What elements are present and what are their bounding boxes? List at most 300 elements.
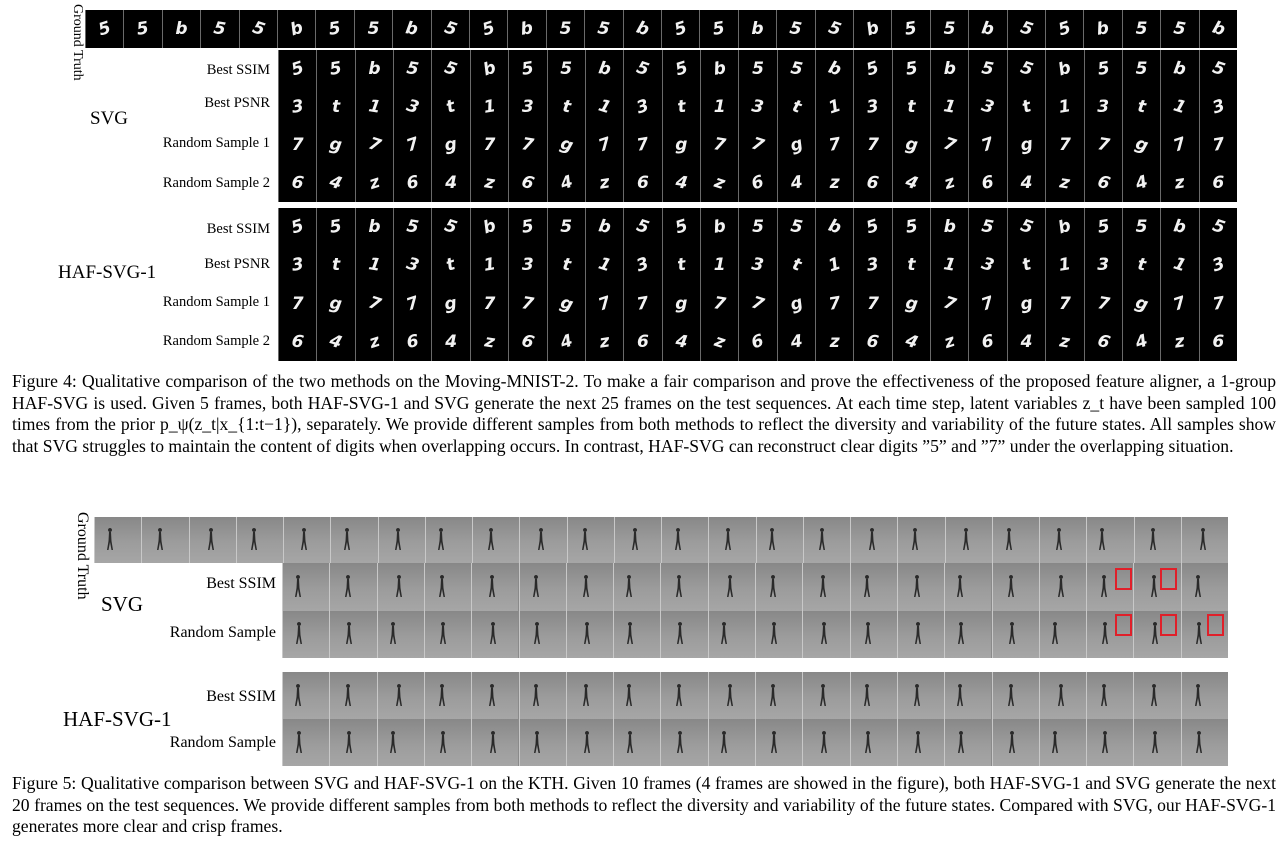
video-frame bbox=[968, 208, 1006, 246]
video-frame bbox=[508, 50, 546, 88]
digit-sprite: b bbox=[712, 58, 728, 80]
person-silhouette bbox=[674, 575, 684, 599]
person-silhouette bbox=[394, 684, 404, 708]
video-frame bbox=[431, 88, 469, 126]
digit-sprite: g bbox=[903, 292, 920, 315]
video-frame bbox=[1007, 126, 1045, 164]
video-frame bbox=[1039, 563, 1086, 611]
video-frame bbox=[1086, 517, 1133, 563]
video-frame bbox=[1160, 323, 1198, 361]
digit-sprite: 5 bbox=[479, 17, 498, 41]
video-frame bbox=[278, 50, 316, 88]
video-frame bbox=[930, 164, 968, 202]
video-frame bbox=[755, 611, 802, 659]
video-frame bbox=[930, 246, 968, 284]
person-silhouette bbox=[956, 622, 966, 646]
digit-sprite: b bbox=[1172, 216, 1188, 238]
video-frame bbox=[1045, 323, 1083, 361]
person-silhouette bbox=[394, 575, 404, 599]
video-frame bbox=[282, 611, 329, 659]
video-frame bbox=[738, 164, 776, 202]
person-silhouette bbox=[625, 622, 635, 646]
person-silhouette bbox=[532, 731, 542, 755]
person-silhouette bbox=[531, 684, 541, 708]
digit-sprite: 5 bbox=[1017, 17, 1036, 41]
digit-sprite: 7 bbox=[827, 292, 843, 315]
video-frame bbox=[930, 126, 968, 164]
video-frame bbox=[316, 126, 354, 164]
video-frame bbox=[777, 208, 815, 246]
video-frame bbox=[393, 323, 431, 361]
video-frame bbox=[393, 208, 431, 246]
digit-sprite: 3 bbox=[979, 254, 997, 277]
digit-sprite: g bbox=[787, 133, 806, 157]
video-frame bbox=[471, 719, 518, 766]
video-frame bbox=[519, 563, 566, 611]
person-silhouette bbox=[723, 528, 733, 552]
video-frame bbox=[892, 50, 930, 88]
person-silhouette bbox=[1194, 731, 1204, 755]
video-frame bbox=[1199, 50, 1237, 88]
digit-sprite: 6 bbox=[865, 331, 881, 353]
video-frame bbox=[585, 50, 623, 88]
digit-sprite: 7 bbox=[483, 135, 496, 155]
video-frame bbox=[1039, 611, 1086, 659]
video-frame bbox=[425, 517, 472, 563]
video-frame bbox=[585, 323, 623, 361]
person-silhouette bbox=[1007, 731, 1017, 755]
person-silhouette bbox=[768, 575, 778, 599]
digit-sprite: b bbox=[1209, 17, 1228, 41]
fig5-caption bbox=[12, 773, 1276, 838]
video-frame bbox=[470, 285, 508, 323]
video-frame bbox=[1181, 672, 1228, 719]
video-frame bbox=[992, 672, 1039, 719]
digit-sprite: 5 bbox=[95, 17, 114, 41]
video-frame bbox=[547, 164, 585, 202]
video-frame bbox=[708, 563, 755, 611]
digit-sprite: t bbox=[789, 96, 804, 118]
video-frame bbox=[1084, 88, 1122, 126]
video-frame bbox=[755, 672, 802, 719]
video-frame bbox=[1045, 285, 1083, 323]
digit-sprite: b bbox=[1172, 58, 1188, 80]
person-silhouette bbox=[1149, 684, 1159, 708]
video-frame bbox=[1039, 672, 1086, 719]
video-frame bbox=[1007, 285, 1045, 323]
person-silhouette bbox=[624, 575, 634, 599]
digit-sprite: 5 bbox=[980, 216, 996, 238]
digit-sprite: b bbox=[943, 217, 956, 238]
digit-sprite: 6 bbox=[636, 331, 649, 352]
video-frame bbox=[992, 517, 1039, 563]
digit-sprite: 5 bbox=[1172, 18, 1188, 40]
person-silhouette bbox=[388, 622, 398, 646]
digit-sprite: 5 bbox=[560, 217, 573, 238]
video-frame bbox=[1122, 88, 1160, 126]
video-frame bbox=[660, 563, 707, 611]
video-frame bbox=[944, 672, 991, 719]
digit-sprite: g bbox=[328, 134, 344, 156]
video-frame bbox=[1122, 50, 1160, 88]
video-frame bbox=[1045, 208, 1083, 246]
video-frame bbox=[968, 246, 1006, 284]
digit-sprite: 1 bbox=[595, 95, 614, 119]
digit-sprite: z bbox=[366, 330, 383, 353]
person-silhouette bbox=[1054, 528, 1064, 552]
video-frame bbox=[1084, 323, 1122, 361]
digit-sprite: z bbox=[1058, 172, 1072, 194]
video-frame bbox=[700, 208, 738, 246]
video-frame bbox=[897, 672, 944, 719]
digit-sprite: 7 bbox=[1171, 292, 1189, 315]
digit-sprite: 7 bbox=[941, 292, 959, 315]
digit-sprite: 1 bbox=[825, 254, 844, 277]
video-frame bbox=[623, 285, 661, 323]
video-frame bbox=[891, 10, 929, 48]
video-frame bbox=[472, 517, 519, 563]
video-frame bbox=[547, 285, 585, 323]
video-frame bbox=[662, 246, 700, 284]
video-frame bbox=[700, 323, 738, 361]
video-frame bbox=[777, 285, 815, 323]
video-frame bbox=[1045, 50, 1083, 88]
video-frame bbox=[278, 208, 316, 246]
digit-sprite: b bbox=[863, 17, 882, 41]
video-frame bbox=[892, 285, 930, 323]
digit-sprite: 4 bbox=[673, 172, 689, 194]
person-silhouette bbox=[293, 684, 303, 708]
video-frame bbox=[944, 563, 991, 611]
digit-sprite: t bbox=[560, 254, 572, 276]
video-frame bbox=[1007, 208, 1045, 246]
video-frame bbox=[623, 10, 661, 48]
digit-sprite: 3 bbox=[1097, 97, 1110, 117]
digit-sprite: z bbox=[711, 171, 728, 195]
person-silhouette bbox=[344, 731, 354, 755]
digit-sprite: 5 bbox=[1135, 59, 1148, 79]
video-frame bbox=[992, 563, 1039, 611]
digit-sprite: 6 bbox=[1094, 171, 1112, 195]
digit-sprite: 3 bbox=[865, 254, 881, 277]
video-frame bbox=[189, 517, 236, 563]
fig4-row-label: Best SSIM bbox=[206, 62, 270, 78]
video-frame bbox=[815, 126, 853, 164]
digit-sprite: 5 bbox=[249, 17, 268, 41]
video-frame bbox=[277, 10, 315, 48]
digit-sprite: 4 bbox=[327, 171, 345, 195]
digit-sprite: b bbox=[1055, 215, 1074, 239]
highlight-box bbox=[1207, 614, 1224, 636]
person-silhouette bbox=[437, 575, 447, 599]
digit-sprite: b bbox=[825, 57, 844, 81]
digit-sprite: 1 bbox=[713, 97, 726, 117]
digit-sprite: 5 bbox=[559, 19, 572, 39]
video-frame bbox=[700, 88, 738, 126]
person-silhouette bbox=[675, 731, 685, 755]
digit-sprite: z bbox=[711, 330, 728, 353]
digit-sprite: 6 bbox=[749, 171, 767, 195]
video-frame bbox=[662, 88, 700, 126]
digit-sprite: 7 bbox=[483, 293, 496, 314]
video-frame bbox=[470, 246, 508, 284]
video-frame bbox=[1160, 285, 1198, 323]
digit-sprite: 4 bbox=[327, 330, 345, 354]
video-frame bbox=[968, 285, 1006, 323]
video-frame bbox=[508, 285, 546, 323]
video-frame bbox=[431, 323, 469, 361]
person-silhouette bbox=[488, 731, 498, 755]
highlight-box bbox=[1160, 568, 1177, 590]
video-frame bbox=[585, 246, 623, 284]
digit-sprite: z bbox=[598, 172, 612, 194]
digit-sprite: 5 bbox=[405, 216, 421, 238]
person-silhouette bbox=[294, 731, 304, 755]
person-silhouette bbox=[767, 528, 777, 552]
video-frame bbox=[992, 611, 1039, 659]
person-silhouette bbox=[819, 731, 829, 755]
digit-sprite: 5 bbox=[327, 18, 343, 40]
video-frame bbox=[316, 88, 354, 126]
video-frame bbox=[1084, 246, 1122, 284]
video-frame bbox=[930, 323, 968, 361]
video-frame bbox=[992, 719, 1039, 766]
person-silhouette bbox=[955, 684, 965, 708]
video-frame bbox=[316, 50, 354, 88]
digit-sprite: 5 bbox=[442, 57, 460, 81]
fig5-row-label: Random Sample bbox=[169, 734, 276, 751]
video-frame bbox=[315, 10, 353, 48]
digit-sprite: b bbox=[712, 216, 728, 238]
digit-sprite: 1 bbox=[366, 254, 382, 277]
video-frame bbox=[1084, 164, 1122, 202]
video-frame bbox=[1045, 10, 1083, 48]
video-frame bbox=[424, 611, 471, 659]
person-silhouette bbox=[910, 528, 920, 552]
video-frame bbox=[585, 126, 623, 164]
video-frame bbox=[945, 517, 992, 563]
video-frame bbox=[507, 10, 545, 48]
video-frame bbox=[623, 246, 661, 284]
video-frame bbox=[892, 126, 930, 164]
person-silhouette bbox=[343, 575, 353, 599]
person-silhouette bbox=[343, 684, 353, 708]
video-frame bbox=[1133, 672, 1180, 719]
video-frame bbox=[508, 246, 546, 284]
video-frame bbox=[393, 50, 431, 88]
video-frame bbox=[424, 563, 471, 611]
digit-sprite: 4 bbox=[788, 172, 804, 194]
digit-sprite: 5 bbox=[904, 216, 919, 238]
person-silhouette bbox=[1100, 622, 1110, 646]
video-frame bbox=[1199, 208, 1237, 246]
person-silhouette bbox=[293, 575, 303, 599]
video-frame bbox=[815, 323, 853, 361]
video-frame bbox=[585, 285, 623, 323]
digit-sprite: 7 bbox=[712, 134, 728, 156]
person-silhouette bbox=[624, 684, 634, 708]
video-frame bbox=[1039, 517, 1086, 563]
video-frame bbox=[1122, 246, 1160, 284]
person-silhouette bbox=[438, 731, 448, 755]
digit-sprite: 5 bbox=[711, 18, 727, 40]
digit-sprite: 3 bbox=[750, 96, 766, 118]
digit-sprite: z bbox=[829, 173, 840, 193]
person-silhouette bbox=[913, 731, 923, 755]
digit-sprite: g bbox=[443, 134, 459, 156]
digit-sprite: 5 bbox=[904, 58, 919, 80]
video-frame bbox=[1084, 126, 1122, 164]
person-silhouette bbox=[532, 622, 542, 646]
video-frame bbox=[278, 164, 316, 202]
digit-sprite: 7 bbox=[1095, 134, 1111, 156]
person-silhouette bbox=[863, 731, 873, 755]
video-frame bbox=[1181, 563, 1228, 611]
digit-sprite: 7 bbox=[1058, 293, 1071, 314]
video-frame bbox=[613, 672, 660, 719]
digit-sprite: 7 bbox=[404, 133, 422, 157]
video-frame bbox=[393, 164, 431, 202]
video-frame bbox=[94, 517, 141, 563]
person-silhouette bbox=[393, 528, 403, 552]
digit-sprite: g bbox=[1132, 133, 1151, 157]
video-frame bbox=[776, 10, 814, 48]
digit-sprite: 7 bbox=[635, 292, 651, 315]
person-silhouette bbox=[1056, 684, 1066, 708]
video-frame bbox=[431, 164, 469, 202]
video-frame bbox=[1160, 208, 1198, 246]
video-frame bbox=[471, 611, 518, 659]
video-frame bbox=[613, 611, 660, 659]
digit-sprite: 5 bbox=[752, 217, 764, 238]
video-frame bbox=[708, 719, 755, 766]
fig5-row-label: Random Sample bbox=[169, 624, 276, 641]
digit-sprite: z bbox=[829, 331, 840, 352]
video-frame bbox=[968, 88, 1006, 126]
video-frame bbox=[662, 208, 700, 246]
video-frame bbox=[355, 164, 393, 202]
digit-sprite: 5 bbox=[441, 17, 460, 41]
fig4-hafsvg-strip bbox=[278, 208, 1237, 361]
digit-sprite: 5 bbox=[943, 19, 956, 39]
digit-sprite: 6 bbox=[980, 172, 996, 194]
digit-sprite: b bbox=[825, 215, 844, 239]
digit-sprite: 5 bbox=[1055, 17, 1074, 41]
digit-sprite: 5 bbox=[1095, 216, 1111, 238]
digit-sprite: 5 bbox=[1017, 57, 1036, 81]
video-frame bbox=[1084, 208, 1122, 246]
digit-sprite: 5 bbox=[634, 57, 652, 81]
digit-sprite: 7 bbox=[1171, 133, 1189, 157]
person-silhouette bbox=[488, 622, 498, 646]
video-frame bbox=[424, 719, 471, 766]
video-frame bbox=[508, 164, 546, 202]
video-frame bbox=[1181, 719, 1228, 766]
video-frame bbox=[1086, 672, 1133, 719]
fig4-svg-strip bbox=[278, 50, 1237, 202]
digit-sprite: 5 bbox=[1209, 57, 1228, 81]
video-frame bbox=[239, 10, 277, 48]
video-frame bbox=[316, 285, 354, 323]
digit-sprite: 7 bbox=[520, 134, 536, 156]
video-frame bbox=[1199, 88, 1237, 126]
video-frame bbox=[738, 323, 776, 361]
digit-sprite: 7 bbox=[712, 292, 728, 315]
video-frame bbox=[508, 208, 546, 246]
video-frame bbox=[123, 10, 161, 48]
digit-sprite: 1 bbox=[1057, 254, 1073, 277]
video-frame bbox=[1007, 164, 1045, 202]
video-frame bbox=[777, 126, 815, 164]
video-frame bbox=[968, 50, 1006, 88]
digit-sprite: z bbox=[1058, 331, 1072, 353]
person-silhouette bbox=[1193, 575, 1203, 599]
video-frame bbox=[623, 88, 661, 126]
digit-sprite: 3 bbox=[1209, 254, 1228, 277]
video-frame bbox=[470, 208, 508, 246]
digit-sprite: t bbox=[1136, 254, 1148, 276]
digit-sprite: t bbox=[331, 97, 341, 117]
video-frame bbox=[1199, 10, 1237, 48]
video-frame bbox=[661, 10, 699, 48]
video-frame bbox=[853, 323, 891, 361]
video-frame bbox=[897, 563, 944, 611]
video-frame bbox=[623, 50, 661, 88]
video-frame bbox=[329, 672, 376, 719]
person-silhouette bbox=[719, 731, 729, 755]
digit-sprite: 5 bbox=[672, 215, 690, 239]
person-silhouette bbox=[581, 575, 591, 599]
fig4-row-label: Best PSNR bbox=[204, 256, 270, 272]
digit-sprite: 7 bbox=[1210, 292, 1226, 315]
digit-sprite: 5 bbox=[520, 58, 536, 80]
video-frame bbox=[547, 126, 585, 164]
video-frame bbox=[815, 285, 853, 323]
person-silhouette bbox=[769, 731, 779, 755]
digit-sprite: 5 bbox=[864, 57, 882, 81]
video-frame bbox=[968, 10, 1006, 48]
video-frame bbox=[802, 563, 849, 611]
digit-sprite: z bbox=[366, 171, 383, 195]
video-frame bbox=[944, 611, 991, 659]
digit-sprite: 3 bbox=[290, 96, 306, 118]
person-silhouette bbox=[1194, 622, 1204, 646]
video-frame bbox=[584, 10, 622, 48]
digit-sprite: 3 bbox=[521, 97, 534, 117]
video-frame bbox=[802, 719, 849, 766]
digit-sprite: 5 bbox=[367, 19, 380, 39]
video-frame bbox=[431, 208, 469, 246]
fig5-ground-truth-strip bbox=[94, 517, 1228, 563]
fig5-ground-truth-label bbox=[74, 512, 91, 600]
digit-sprite: 3 bbox=[1209, 95, 1228, 119]
video-frame bbox=[355, 323, 393, 361]
digit-sprite: b bbox=[480, 57, 499, 81]
video-frame bbox=[1122, 164, 1160, 202]
digit-sprite: b bbox=[1055, 57, 1074, 81]
video-frame bbox=[547, 88, 585, 126]
video-frame bbox=[278, 246, 316, 284]
digit-sprite: b bbox=[519, 18, 535, 40]
digit-sprite: 7 bbox=[595, 292, 614, 315]
person-silhouette bbox=[155, 528, 165, 552]
digit-sprite: 6 bbox=[290, 172, 306, 194]
digit-sprite: 6 bbox=[1094, 330, 1112, 354]
person-silhouette bbox=[436, 528, 446, 552]
digit-sprite: 7 bbox=[1210, 134, 1226, 156]
video-frame bbox=[393, 88, 431, 126]
video-frame bbox=[431, 285, 469, 323]
